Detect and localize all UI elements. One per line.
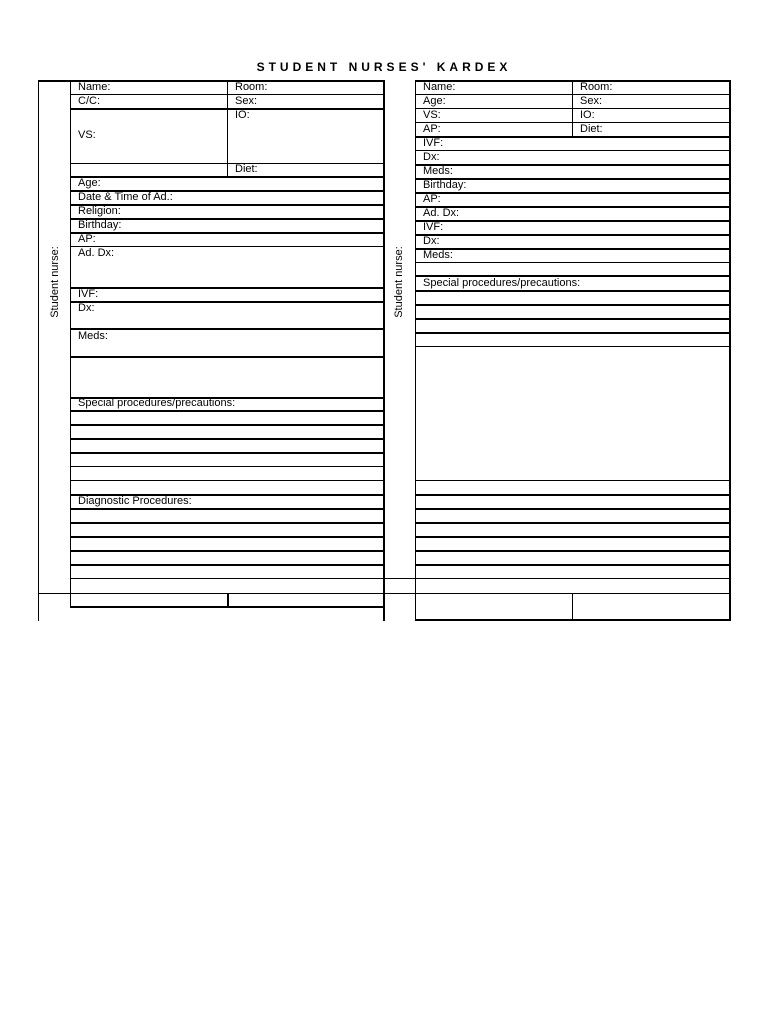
page-title: STUDENT NURSES' KARDEX (256, 60, 512, 74)
left-row-line (70, 466, 384, 467)
left-row-line (70, 232, 384, 234)
right-ap-label-2: AP: (423, 193, 441, 205)
right-row-line (415, 248, 730, 250)
left-sex-label: Sex: (235, 95, 258, 107)
left-row-line (70, 578, 384, 579)
right-card-top-border (415, 80, 731, 82)
right-row-line (415, 220, 730, 222)
right-row-line (415, 206, 730, 208)
left-row-line (70, 246, 384, 247)
left-row-line (70, 328, 384, 330)
left-row-line (70, 176, 384, 178)
right-row-line (415, 346, 730, 347)
right-diet-label: Diet: (580, 123, 603, 135)
right-dx-label: Dx: (423, 151, 440, 163)
right-row-line (415, 494, 730, 496)
right-row-line (415, 262, 730, 263)
left-ad-dx-label: Ad. Dx: (78, 247, 115, 259)
right-room-label: Room: (580, 81, 613, 93)
left-vs-label: VS: (78, 129, 96, 141)
left-card-label-column-border (70, 80, 71, 607)
left-birthday-label: Birthday: (78, 219, 122, 231)
right-row-line (415, 192, 730, 194)
left-room-label: Room: (235, 81, 268, 93)
right-birthday-label: Birthday: (423, 179, 467, 191)
right-row-line (415, 522, 730, 524)
right-row-line (415, 564, 730, 566)
left-row-line (70, 550, 384, 552)
right-card-bottom-border (415, 619, 731, 621)
right-row-line (385, 578, 730, 579)
left-date-time-ad-label: Date & Time of Ad.: (78, 191, 173, 203)
right-row-line (415, 290, 730, 292)
right-special-procedures-label: Special procedures/precautions: (423, 277, 581, 289)
left-card-footer-divider (227, 593, 229, 607)
left-row-line (70, 564, 384, 566)
left-card-outer-left-border (38, 80, 39, 621)
left-row-line (70, 424, 384, 426)
left-meds-label: Meds: (78, 330, 108, 342)
left-ap-label: AP: (78, 233, 96, 245)
left-row-line (70, 287, 384, 289)
right-row-line (415, 508, 730, 510)
left-row-line (70, 356, 384, 358)
left-row-line (70, 163, 384, 164)
right-row-line (415, 234, 730, 236)
right-ap-label: AP: (423, 123, 441, 135)
left-row-line (70, 522, 384, 524)
right-meds-label: Meds: (423, 165, 453, 177)
left-row-line (70, 452, 384, 454)
right-row-line (415, 480, 730, 481)
right-card-footer-divider (572, 593, 573, 620)
left-row-line (70, 536, 384, 538)
right-dx-label-2: Dx: (423, 235, 440, 247)
right-row-line (415, 318, 730, 320)
left-card-right-border (383, 80, 385, 621)
right-sex-label: Sex: (580, 95, 603, 107)
left-io-label: IO: (235, 109, 250, 121)
right-row-line (415, 536, 730, 538)
right-student-nurse-label: Student nurse: (393, 246, 405, 318)
left-row-line (70, 94, 384, 95)
left-row-line (70, 438, 384, 440)
left-student-nurse-label: Student nurse: (49, 246, 61, 318)
right-row-line (415, 304, 730, 306)
right-row-line (415, 136, 730, 138)
left-card-footer-top-line (38, 593, 384, 594)
right-card-right-border (729, 80, 731, 621)
right-row-line (415, 94, 730, 95)
left-special-procedures-label: Special procedures/precautions: (78, 397, 236, 409)
right-ad-dx-label: Ad. Dx: (423, 207, 460, 219)
right-card-footer-top-line (385, 593, 730, 594)
left-card-footer-bottom-line (70, 606, 384, 608)
left-row-line (70, 108, 384, 110)
left-row-line (70, 480, 384, 481)
right-row-line (415, 550, 730, 552)
right-ivf-label: IVF: (423, 137, 444, 149)
right-row-line (415, 108, 730, 109)
left-row-line (70, 301, 384, 303)
right-name-label: Name: (423, 81, 456, 93)
right-row-line (415, 150, 730, 151)
left-dx-label: Dx: (78, 302, 95, 314)
right-row-line (415, 332, 730, 334)
right-age-label: Age: (423, 95, 446, 107)
right-ivf-label-2: IVF: (423, 221, 444, 233)
left-religion-label: Religion: (78, 205, 121, 217)
right-row-line (415, 122, 730, 123)
right-io-label: IO: (580, 109, 595, 121)
right-row-line (415, 164, 730, 166)
left-name-label: Name: (78, 81, 111, 93)
right-meds-label-2: Meds: (423, 249, 453, 261)
left-diet-label: Diet: (235, 163, 258, 175)
left-row-line (70, 508, 384, 510)
left-ivf-label: IVF: (78, 288, 99, 300)
right-card-label-column-border (415, 80, 416, 621)
left-row-line (70, 410, 384, 412)
right-vs-label: VS: (423, 109, 441, 121)
left-cc-label: C/C: (78, 95, 100, 107)
left-diagnostic-procedures-label: Diagnostic Procedures: (78, 495, 192, 507)
left-age-label: Age: (78, 177, 101, 189)
